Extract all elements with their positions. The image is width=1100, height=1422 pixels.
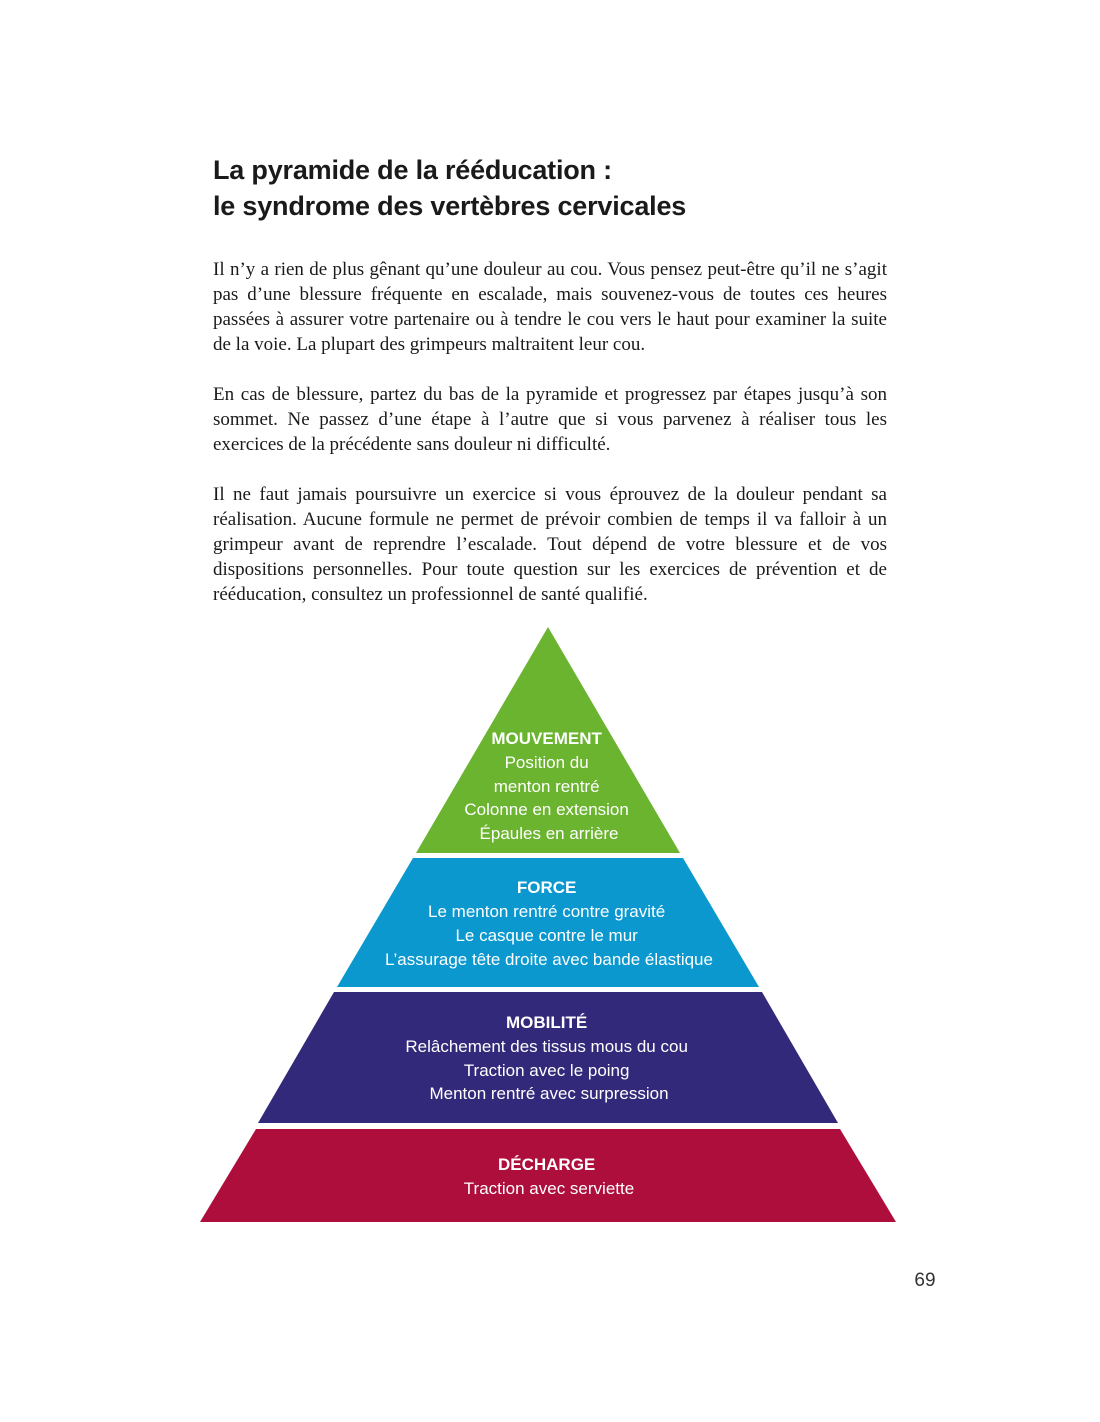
tier-heading-force: FORCE [516, 878, 577, 897]
tier-item: Le casque contre le mur [455, 926, 638, 945]
tier-item: Relâchement des tissus mous du cou [405, 1037, 688, 1056]
tier-item: L’assurage tête droite avec bande élastique [385, 950, 713, 969]
pyramid-tier-decharge [200, 1129, 896, 1222]
pyramid-level-decharge [200, 1129, 896, 1222]
tier-item: Colonne en extension [464, 800, 629, 819]
tier-item: Le menton rentré contre gravité [428, 902, 666, 921]
tier-heading-mouvement: MOUVEMENT [491, 729, 602, 748]
tier-heading-mobilite: MOBILITÉ [506, 1013, 588, 1032]
pyramid-level-force [337, 858, 759, 987]
paragraph-instructions: En cas de blessure, partez du bas de la pyramide et progressez par étapes jusqu’à son sommet. Ne passez d’une étape à l’autre que si vous parvenez à réaliser tous les exercices de la précédente sans douleur ni difficulté. [213, 384, 887, 455]
title-line-2: le syndrome des vertèbres cervicales [213, 191, 687, 221]
tier-item: menton rentré [493, 777, 600, 796]
paragraph-warning: Il ne faut jamais poursuivre un exercice si vous éprouvez de la douleur pendant sa réalisation. Aucune formule ne permet de prévoir combien de temps il va falloir à un grimpeur avant de reprendre l’escalade. Tout dépend de votre blessure et de vos dispositions personnelles. Pour toute question sur les exercices de prévention et de rééducation, consultez un professionnel de santé qualifié. [213, 484, 887, 605]
tier-item: Traction avec serviette [463, 1179, 635, 1198]
pyramid-tier-mobilite [258, 992, 838, 1123]
tier-item: Traction avec le poing [463, 1061, 630, 1080]
paragraph-intro: Il n’y a rien de plus gênant qu’une douleur au cou. Vous pensez peut-être qu’il ne s’agit pas d’une blessure fréquente en escalade, mais souvenez-vous de toutes ces heures passées à assurer votre partenaire ou à tendre le cou vers le haut pour examiner la suite de la voie. La plupart des grimpeurs maltraitent leur cou. [213, 259, 887, 355]
tier-item: Position du [504, 753, 589, 772]
tier-item: Épaules en arrière [479, 824, 619, 843]
title-line-1: La pyramide de la rééducation : [213, 155, 612, 185]
tier-heading-decharge: DÉCHARGE [497, 1155, 596, 1174]
tier-item: Menton rentré avec surpression [429, 1084, 669, 1103]
pyramid-level-mobilite [258, 992, 838, 1123]
page-number: 69 [914, 1270, 936, 1291]
pyramid-level-mouvement [416, 627, 680, 853]
